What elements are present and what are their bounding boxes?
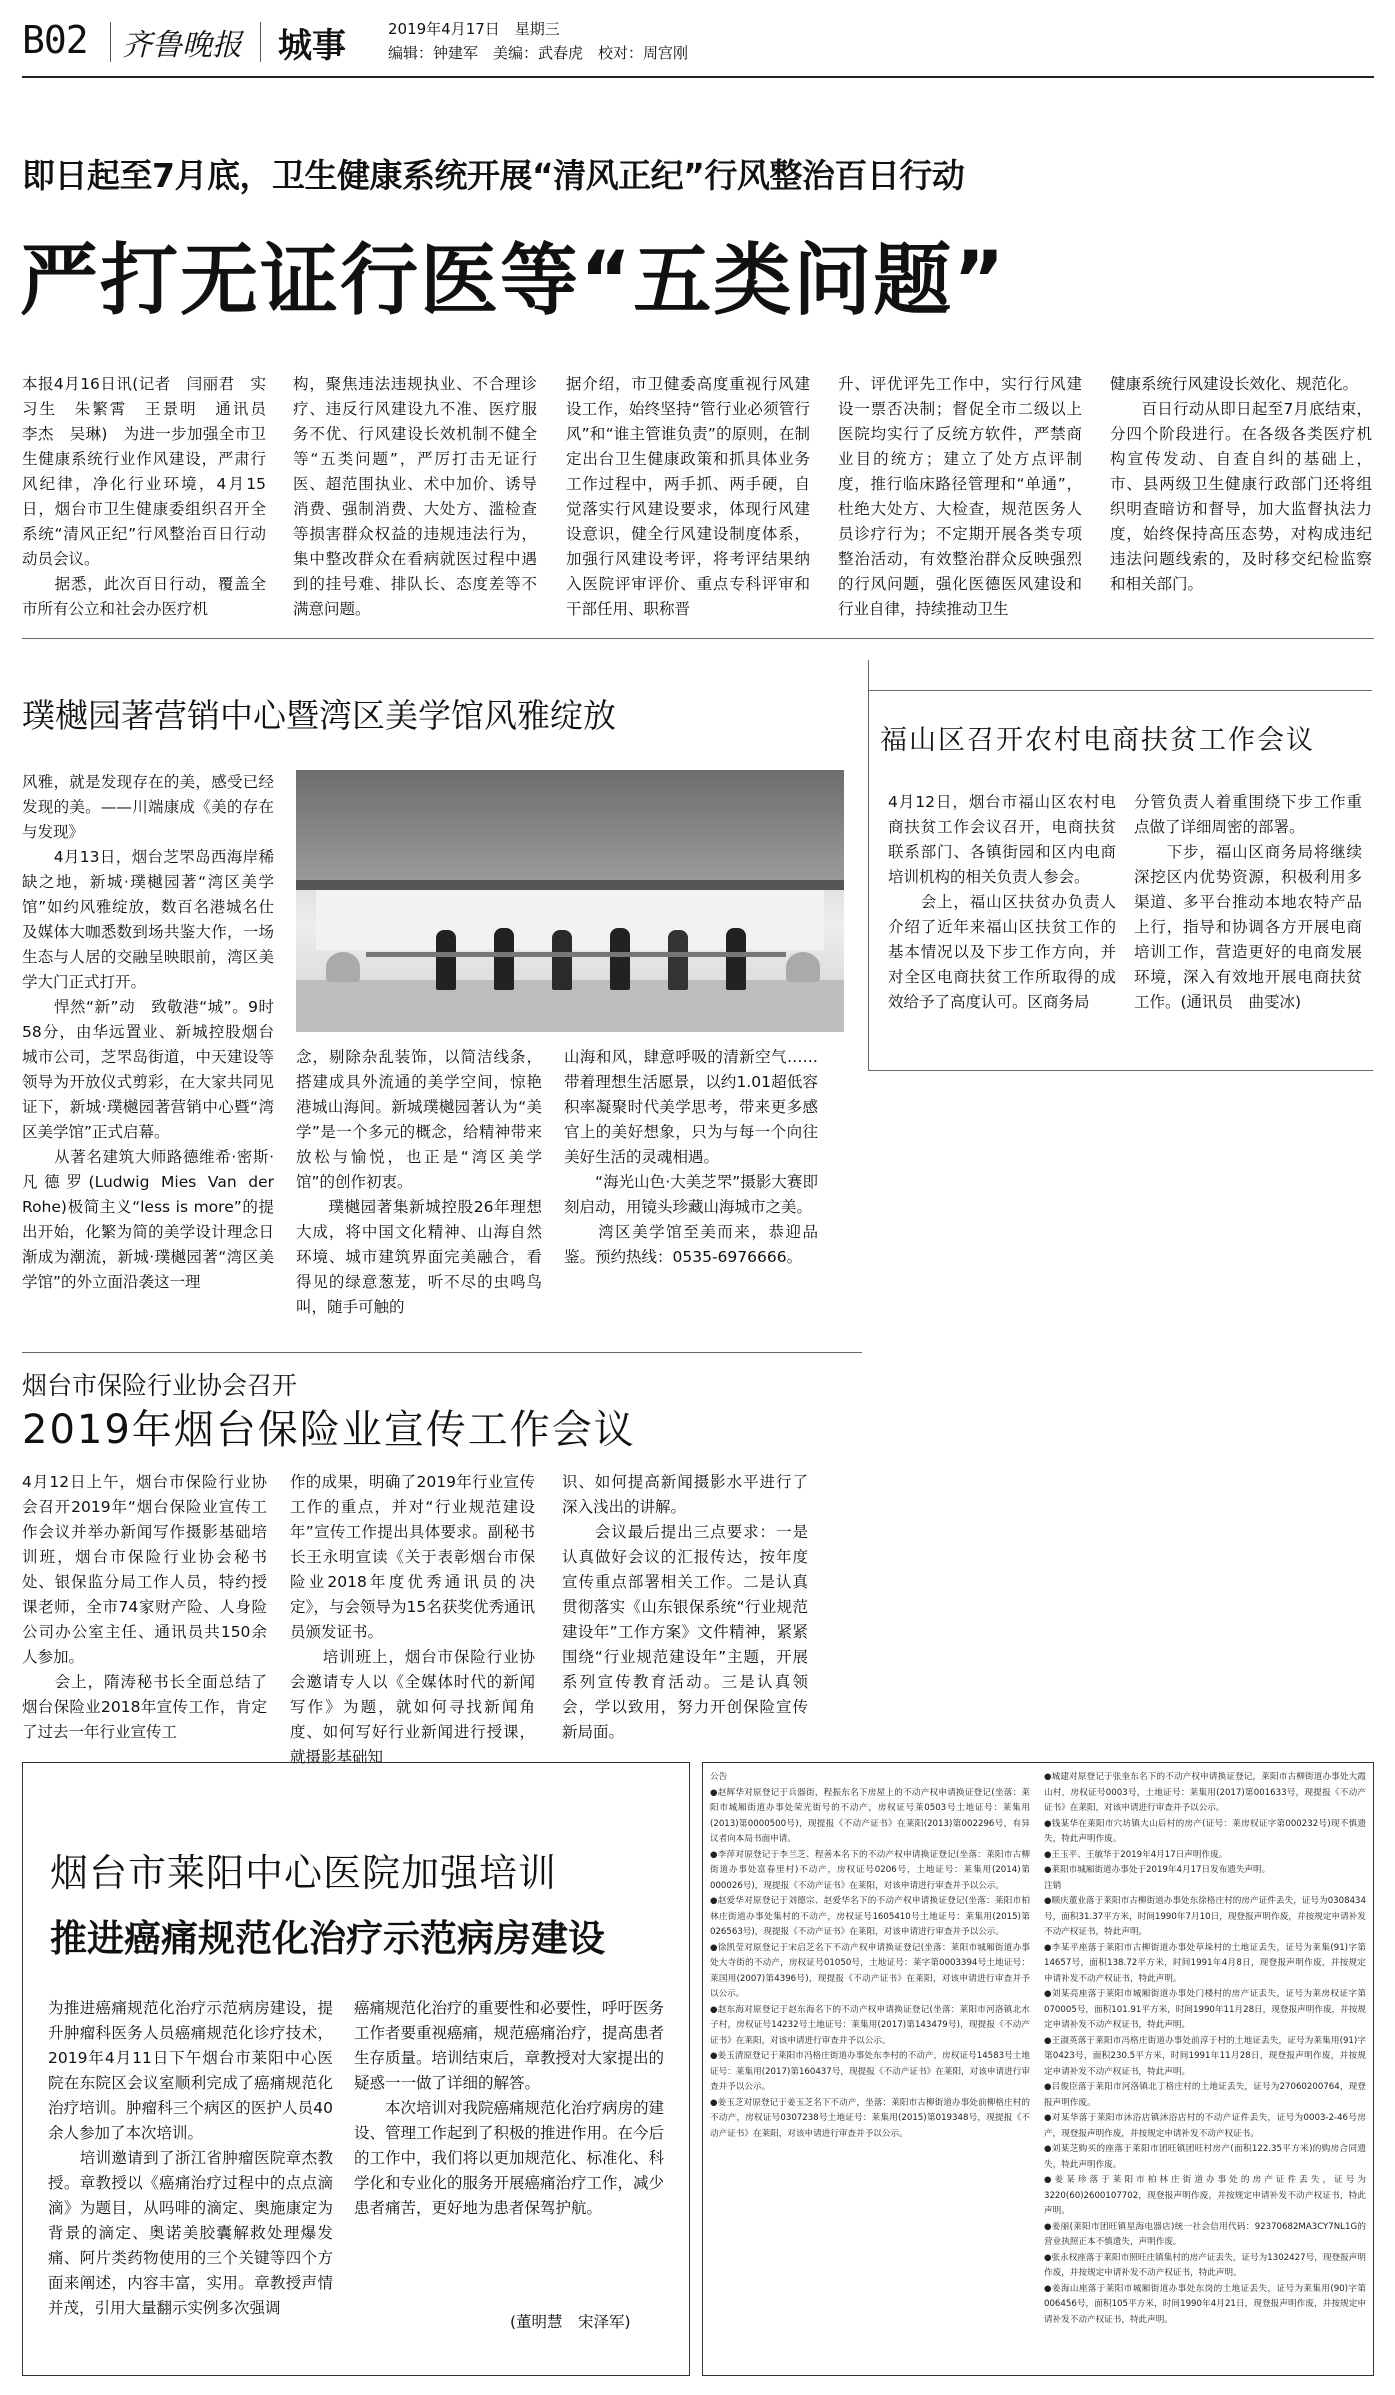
section-rule bbox=[22, 638, 1374, 639]
issue-date: 2019年4月17日 星期三 bbox=[388, 20, 560, 38]
person-figure bbox=[436, 930, 456, 990]
lead-column-1: 本报4月16日讯(记者 闫丽君 实习生 朱繁霄 王景明 通讯员 李杰 吴琳) 为进一步加强全市卫生健康系统行业作风建设，严肃行风纪律，净化行业环境，4月15日，烟台市卫生健康委组织召开全系统“清风正纪”行风整治百日行动动员会议。 据悉，此次百日行动，覆盖全市所有公立和社会办医疗机 bbox=[22, 375, 266, 618]
person-figure bbox=[494, 928, 514, 990]
masthead bbox=[22, 14, 1374, 70]
building-overhang bbox=[296, 880, 844, 890]
paper-name: 齐鲁晚报 bbox=[122, 28, 242, 63]
fushan-column-2: 分管负责人着重围绕下步工作重点做了详细周密的部署。 下步，福山区商务局将继续深挖区内优势资源，积极利用多渠道、多平台推动本地农特产品上行，指导和协调各方开展电商培训工作，营造更好的电商发展环境，深入有效地开展电商扶贫工作。(通讯员 曲雯冰) bbox=[1134, 793, 1362, 1011]
lead-headline: 严打无证行医等“五类问题” bbox=[20, 236, 1007, 326]
lead-column-4: 升、评优评先工作中，实行行风建设一票否决制；督促全市二级以上医院均实行了反统方软件，严禁商业目的统方；建立了处方点评制度，推行临床路径管理和“单通”，杜绝大处方、大检查，规范医务人员诊疗行为；不定期开展各类专项整治活动，有效整治群众反映强烈的行风问题，强化医德医风建设和行业自律，持续推动卫生 bbox=[838, 375, 1082, 618]
insurance-column-2: 作的成果，明确了2019年行业宣传工作的重点，并对“行业规范建设年”宣传工作提出具体要求。副秘书长王永明宣读《关于表彰烟台市保险业2018年度优秀通讯员的决定》，与会领导为15名获奖优秀通讯员颁发证书。 培训班上，烟台市保险行业协会邀请专人以《全媒体时代的新闻写作》为题，就如何寻找新闻角度、如何写好行业新闻进行授课，就摄影基础知 bbox=[290, 1473, 535, 1766]
laiyang-headline-2: 推进癌痛规范化治疗示范病房建设 bbox=[50, 1917, 605, 1960]
fushan-headline: 福山区召开农村电商扶贫工作会议 bbox=[880, 725, 1315, 756]
insurance-headline: 2019年烟台保险业宣传工作会议 bbox=[22, 1407, 636, 1453]
building-facade bbox=[296, 770, 844, 880]
laiyang-byline: (董明慧 宋泽军) bbox=[510, 2313, 631, 2331]
insurance-column-1: 4月12日上午，烟台市保险行业协会召开2019年“烟台保险业宣传工作会议并举办新闻写作摄影基础培训班，烟台市保险行业协会秘书处、银保监分局工作人员，特约授课老师，全市74家财产险、人身险公司办公室主任、通讯员共150余人参加。 会上，隋涛秘书长全面总结了烟台保险业2018年宣传工作，肯定了过去一年行业宣传工 bbox=[22, 1473, 267, 1741]
notice-column-1: 公告 ●赵辉华对原登记于兵器街，程振东名下房屋上的不动产权申请换证登记(坐落：莱阳市城厢街道办事处荣光街号的不动产，房权证号莱0503号土地证号：莱集用(2013)第0000500号)，现提报《不动产证书》在莱阳(2013)第002296号，有异议者向本局书面申请。 ●李萍对原登记于李兰芝、程善本名下的不动产权申请换证登记(坐落：莱阳市古柳街道办事处富春里村)不动产，房权证号0206号，土地证号：莱集用(2014)第000026号)，现提报《不动产证书》在莱阳，对该申请进行审查并予以公示。 ●赵爱华对原登记于刘德宗、赵爱华名下的不动产权申请换证登记(坐落：莱阳市柏林庄街道办事处集村的不动产，房权证号1605410号土地证号：莱集用(2015)第026563号)，现提报《不动产证书》在莱阳，对该申请进行审查并予以公示。 ●徐凯莹对原登记于宋启芝名下不动产权申请换证登记(坐落：莱阳市城厢街道办事处大寺街的不动产，房权证号01050号，土地证号：莱字第0003394号土地证号：莱国用(2007)第4396号)，现提报《不动产证书》在莱阳，对该申请进行审查并予以公示。 ●赵东海对原登记于赵东海名下的不动产权申请换证登记(坐落：莱阳市河洛镇北水子村，房权证号14232号土地证号：莱集用(2017)第143479号)，现提报《不动产证书》在莱阳，对该申请进行审查并予以公示。 ●姜玉清原登记于莱阳市冯格庄街道办事处东李村的不动产，房权证号14583号土地证号：莱集用(2017)第160437号，现提报《不动产证书》在莱阳，对该申请进行审查并予以公示。 ●姜玉芝对原登记于姜玉芝名下不动产，坐落：莱阳市古柳街道办事处前柳格庄村的不动产，房权证号0307238号土地证号：莱集用(2015)第019348号，现提报《不动产证书》在莱阳，对该申请进行审查并予以公示。 bbox=[710, 1772, 1030, 2139]
laiyang-headline-1: 烟台市莱阳中心医院加强培训 bbox=[50, 1851, 558, 1895]
lead-column-2: 构，聚焦违法违规执业、不合理诊疗、违反行风建设九不准、医疗服务不优、行风建设长效机制不健全等“五类问题”，严厉打击无证行医、超范围执业、术中加价、诱导消费、强制消费、大处方、滥检查等损害群众权益的违规违法行为，集中整改群众在看病就医过程中遇到的挂号难、排队长、态度差等不满意问题。 bbox=[293, 375, 537, 618]
person-figure bbox=[726, 928, 746, 990]
masthead-divider bbox=[260, 22, 261, 62]
laiyang-column-2: 癌痛规范化治疗的重要性和必要性，呼吁医务工作者要重视癌痛，规范癌痛治疗，提高患者生存质量。培训结束后，章教授对大家提出的疑惑一一做了详细的解答。 本次培训对我院癌痛规范化治疗病房的建设、管理工作起到了积极的推进作用。在今后的工作中，我们将以更加规范化、标准化、科学化和专业化的服务开展癌痛治疗工作，减少患者痛苦，更好地为患者保驾护航。 bbox=[354, 1999, 665, 2217]
page-number: B02 bbox=[22, 18, 88, 62]
insurance-kicker: 烟台市保险行业协会召开 bbox=[22, 1371, 298, 1400]
masthead-rule bbox=[22, 76, 1374, 78]
section-rule bbox=[22, 1352, 862, 1353]
person-figure bbox=[668, 930, 688, 990]
pu-headline: 璞樾园著营销中心暨湾区美学馆风雅绽放 bbox=[22, 696, 616, 735]
lead-kicker: 即日起至7月底，卫生健康系统开展“清风正纪”行风整治百日行动 bbox=[22, 156, 965, 195]
fushan-column-1: 4月12日，烟台市福山区农村电商扶贫工作会议召开，电商扶贫联系部门、各镇街园和区内电商培训机构的相关负责人参会。 会上，福山区扶贫办负责人介绍了近年来福山区扶贫工作的基本情况以及下步工作方向，并对全区电商扶贫工作所取得的成效给予了高度认可。区商务局 bbox=[888, 793, 1116, 1011]
ceremony-photo bbox=[296, 770, 844, 1032]
staff-line: 编辑：钟建军 美编：武春虎 校对：周宫刚 bbox=[388, 44, 689, 62]
notice-column-2: ●城建对原登记于张奎东名下的不动产权申请换证登记，莱阳市古柳街道办事处大霞山村，房权证号0003号，土地证号：莱集用(2017)第001633号，现提报《不动产证书》在莱阳，对该申请进行审查并予以公示。 ●钱某华在莱阳市穴坊镇大山后村的房产(证号：莱房权证字第000232号)现不慎遗失，特此声明作废。 ●王玉平、王敏华于2019年4月17日声明作废。 ●莱阳市城厢街道办事处于2019年4月17日发布遗失声明。 注销 ●顺庆董业落于莱阳市古柳街道办事处东徐格庄村的房产证件丢失，证号为0308434号，面积31.37平方米，时间1990年7月10日，现登报声明作废，并按规定申请补发不动产权证书，特此声明。 ●李某平座落于莱阳市古柳街道办事处草垛村的土地证丢失，证号为莱集(91)字第14657号，面积138.72平方米，时间1991年4月8日，现登报声明作废，并按规定申请补发不动产权证书，特此声明。 ●刘某亮座落于莱阳市城厢街道办事处门楼村的房产证丢失，证号为莱房权证字第070005号，面积101.91平方米，时间1990年11月28日，现登报声明作废，并按规定申请补发不动产权证书，特此声明。 ●王淑英落于莱阳市冯格庄街道办事处前淳于村的土地证丢失，证号为莱集用(91)字第0423号，面积230.5平方米，时间1991年11月28日，现登报声明作废，并按规定申请补发不动产权证书，特此声明。 ●吕俊臣落于莱阳市河洛镇北丁格庄村的土地证丢失，证号为27060200764，现登报声明作废。 ●对某华落于莱阳市沐浴店镇沐浴店村的不动产证件丢失，证号为0003-2-46号房产，现登报声明作废，并按规定申请补发不动产权证书。 ●刘某芝购买的座落于莱阳市团旺镇团旺村房产(面积122.35平方米)的购房合同遗失，特此声明作废。 ●姜某珍落于莱阳市柏林庄街道办事处的房产证件丢失，证号为3220(60)2600107702，现登报声明作废，并按规定申请补发不动产权证书，特此声明。 ●姜丽(莱阳市团旺镇星海电器店)统一社会信用代码：92370682MA3CY7NL1G的营业执照正本不慎遗失，声明作废。 ●张永权座落于莱阳市照旺庄镇集村的房产证丢失，证号为1302427号，现登报声明作废，并按规定申请补发不动产权证书，特此声明。 ●姜海山座落于莱阳市城厢街道办事处东岗的土地证丢失，证号为莱集用(90)字第006456号，面积105平方米，时间1990年4月21日，现登报声明作废，并按规定申请补发不动产权证书，特此声明。 bbox=[1044, 1772, 1366, 2325]
laiyang-column-1: 为推进癌痛规范化治疗示范病房建设，提升肿瘤科医务人员癌痛规范化诊疗技术，2019年4月11日下午烟台市莱阳中心医院在东院区会议室顺利完成了癌痛规范化治疗培训。肿瘤科三个病区的医护人员40余人参加了本次培训。 培训邀请到了浙江省肿瘤医院章杰教授。章教授以《癌痛治疗过程中的点点滴滴》为题目，从吗啡的滴定、奥施康定为背景的滴定、奥诺美胶囊解救处理爆发痛、阿片类药物使用的三个关键等四个方面来阐述，内容丰富，实用。章教授声情并茂，引用大量翻示实例多次强调 bbox=[48, 1999, 333, 2317]
person-figure bbox=[610, 928, 630, 990]
lead-column-5: 健康系统行风建设长效化、规范化。 百日行动从即日起至7月底结束，分四个阶段进行。在各级各类医疗机构宣传发动、自查自纠的基础上，市、县两级卫生健康行政部门还将组织明查暗访和督导，加大监督执法力度，始终保持高压态势，对构成违纪违法问题线索的，及时移交纪检监察和相关部门。 bbox=[1110, 375, 1372, 593]
section-name: 城事 bbox=[278, 26, 346, 66]
person-figure bbox=[552, 930, 572, 990]
pu-column-1: 风雅，就是发现存在的美，感受已经发现的美。——川端康成《美的存在与发现》 4月13日，烟台芝罘岛西海岸稀缺之地，新城·璞樾园著“湾区美学馆”如约风雅绽放，数百名港城名仕及媒体大咖悉数到场共鉴大作，一场生态与人居的交融呈映眼前，湾区美学大门正式打开。 悍然“新”动 致敬港“城”。9时58分，由华远置业、新城控股烟台城市公司，芝罘岛街道，中天建设等领导为开放仪式剪彩，在大家共同见证下，新城·璞樾园著营销中心暨“湾区美学馆”正式启幕。 从著名建筑大师路德维希·密斯·凡德罗(Ludwig Mies Van der Rohe)极简主义“less is more”的提出开始，化繁为简的美学设计理念日渐成为潮流，新城·璞樾园著“湾区美学馆”的外立面沿袭这一理 bbox=[22, 773, 274, 1291]
insurance-column-3: 识、如何提高新闻摄影水平进行了深入浅出的讲解。 会议最后提出三点要求：一是认真做好会议的汇报传达，按年度宣传重点部署相关工作。二是认真贯彻落实《山东银保系统“行业规范建设年”工作方案》文件精神，紧紧围绕“行业规范建设年”主题，开展系列宣传教育活动。三是认真领会，学以致用，努力开创保险宣传新局面。 bbox=[562, 1473, 808, 1741]
flower-stand bbox=[326, 952, 360, 982]
lead-column-3: 据介绍，市卫健委高度重视行风建设工作，始终坚持“管行业必须管行风”和“谁主管谁负责”的原则，在制定出台卫生健康政策和抓具体业务工作过程中，两手抓、两手硬，自觉落实行风建设要求，体现行风建设意识，健全行风建设制度体系，加强行风建设考评，将考评结果纳入医院评审评价、重点专科评审和干部任用、职称晋 bbox=[566, 375, 810, 618]
ribbon bbox=[366, 952, 786, 957]
pu-column-3: 山海和风，肆意呼吸的清新空气……带着理想生活愿景，以约1.01超低容积率凝聚时代美学思考，带来更多感官上的美好想象，只为与每一个向往美好生活的灵魂相遇。 “海光山色·大美芝罘”摄影大赛即刻启动，用镜头珍藏山海城市之美。 湾区美学馆至美而来，恭迎品鉴。预约热线：0535-6976666。 bbox=[564, 1048, 818, 1266]
pu-column-2: 念，剔除杂乱装饰，以简洁线条，搭建成具外流通的美学空间，惊艳港城山海间。新城璞樾园著认为“美学”是一个多元的概念，给精神带来放松与愉悦，也正是“湾区美学馆”的创作初衷。 璞樾园著集新城控股26年理想大成，将中国文化精神、山海自然环境、城市建筑界面完美融合，看得见的绿意葱茏，听不尽的虫鸣鸟叫，随手可触的 bbox=[296, 1048, 542, 1316]
fushan-rule bbox=[868, 690, 1372, 691]
masthead-divider bbox=[110, 22, 111, 62]
flower-stand bbox=[786, 952, 820, 982]
